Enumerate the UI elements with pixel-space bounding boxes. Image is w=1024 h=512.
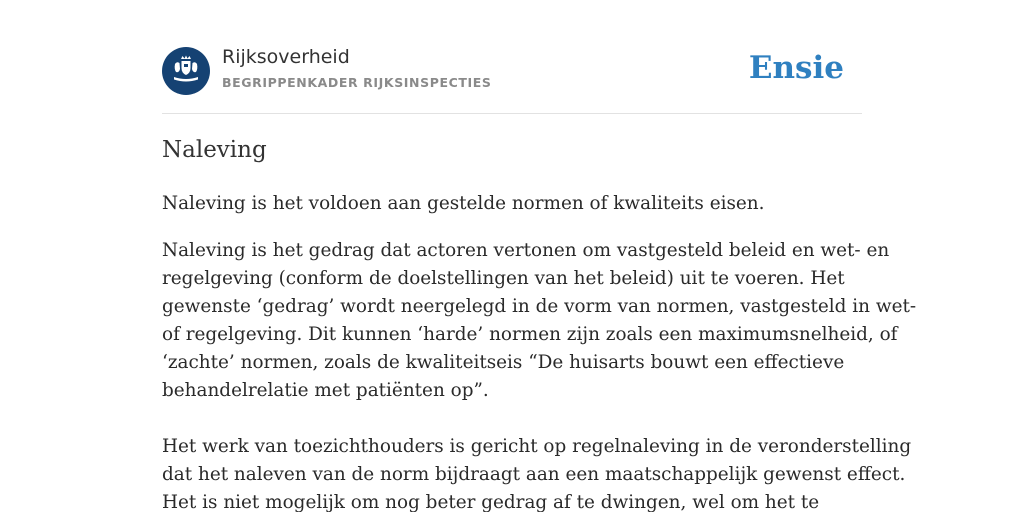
- paragraph-line: gewenste ‘gedrag’ wordt neergelegd in de vorm van normen, vastgesteld in wet-: [162, 296, 917, 317]
- paragraph-line: Naleving is het gedrag dat actoren vertonen om vastgesteld beleid en wet- en: [162, 240, 890, 261]
- ensie-brand-link[interactable]: Ensie: [748, 50, 844, 86]
- paragraph-2: [162, 433, 916, 512]
- article-body: [162, 237, 916, 512]
- paragraph-line: dat het naleven van de norm bijdraagt aan een maatschappelijk gewenst effect.: [162, 464, 906, 485]
- paragraph-1: [162, 237, 916, 405]
- paragraph-line: Het is niet mogelijk om nog beter gedrag af te dwingen, wel om het te: [162, 492, 820, 512]
- page-title: Naleving: [162, 137, 267, 163]
- header-divider: [162, 113, 862, 114]
- paragraph-line: ‘zachte’ normen, zoals de kwaliteitseis “De huisarts bouwt een effectieve: [162, 352, 845, 373]
- definition-text: Naleving is het voldoen aan gestelde normen of kwaliteits eisen.: [162, 193, 765, 214]
- paragraph-line: behandelrelatie met patiënten op”.: [162, 380, 489, 401]
- rijksoverheid-logo[interactable]: [162, 47, 210, 95]
- paragraph-line: Het werk van toezichthouders is gericht op regelnaleving in de veronderstelling: [162, 436, 912, 457]
- coat-of-arms-icon: [169, 52, 203, 90]
- paragraph-line: of regelgeving. Dit kunnen ‘harde’ normen zijn zoals een maximumsnelheid, of: [162, 324, 898, 345]
- paragraph-line: regelgeving (conform de doelstellingen van het beleid) uit te voeren. Het: [162, 268, 845, 289]
- org-subtitle: BEGRIPPENKADER RIJKSINSPECTIES: [222, 75, 492, 90]
- org-name[interactable]: Rijksoverheid: [222, 46, 350, 68]
- site-header: [162, 46, 862, 96]
- paragraph-spacer: [162, 405, 916, 433]
